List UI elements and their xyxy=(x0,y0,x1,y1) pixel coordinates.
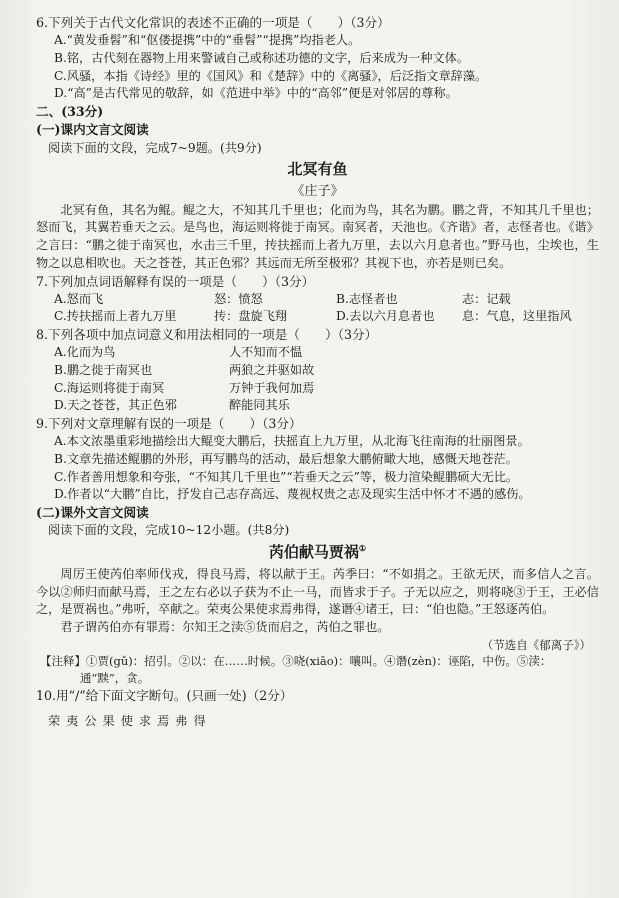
q8-option-c-right: 万钟于我何加焉 xyxy=(229,380,315,395)
q8-row-b xyxy=(54,362,599,380)
q7-option-b-gloss: 志：记载 xyxy=(462,291,511,306)
q10-sentence: 荣夷公果使求焉弗得 xyxy=(48,713,212,728)
q8-option-b-left: B.鹏之徙于南冥也 xyxy=(54,363,153,378)
part-2-heading: (二)课外文言文阅读 xyxy=(36,505,149,521)
q7-option-a-gloss: 怒：愤怒 xyxy=(214,291,263,306)
passage-2-title xyxy=(36,542,599,564)
passage-1-author: 《庄子》 xyxy=(291,183,344,199)
q7-option-c: C.抟扶摇而上者九万里 xyxy=(54,309,177,324)
q9-stem: 9.下列对文章理解有误的一项是（ ）（3分） xyxy=(36,416,302,432)
part-1-intro: 阅读下面的文段，完成7~9题。(共9分) xyxy=(48,140,262,155)
q8-option-a-right: 人不知而不愠 xyxy=(229,345,303,360)
q8-option-d-left: D.天之苍苍，其正色邪 xyxy=(54,398,177,413)
q7-option-d: D.去以六月息者也 xyxy=(336,309,435,324)
q9-option-b: B.文章先描述鲲鹏的外形，再写鹏鸟的活动，最后想象大鹏俯瞰大地，感慨天地苍茫。 xyxy=(54,452,518,467)
q7-stem: 7.下列加点词语解释有误的一项是（ ）（3分） xyxy=(36,273,315,289)
q10-stem: 10.用“/”给下面文字断句。(只画一处)（2分） xyxy=(36,687,293,703)
passage-2-title-text: 芮伯献马贾祸 xyxy=(268,543,359,562)
passage-2-paragraph-2: 君子谓芮伯亦有罪焉：尔知王之渎⑤货而启之，芮伯之罪也。 xyxy=(60,619,390,634)
q7-row-2 xyxy=(54,308,599,326)
q7-option-c-gloss: 抟：盘旋飞翔 xyxy=(214,309,288,324)
q9-option-a: A.本文浓墨重彩地描绘出大鲲变大鹏后，扶摇直上九万里，从北海飞往南海的壮丽图景。 xyxy=(54,434,530,449)
q8-row-a xyxy=(54,344,599,362)
q6-option-d: D.“高”是古代常见的敬辞，如《范进中举》中的“高邻”便是对邻居的尊称。 xyxy=(54,86,458,101)
passage-1-title: 北冥有鱼 xyxy=(287,160,348,179)
q7-option-d-gloss: 息：气息，这里指风 xyxy=(462,309,572,324)
q8-option-c-left: C.海运则将徙于南冥 xyxy=(54,380,165,395)
q9-option-d: D.作者以“大鹏”自比，抒发自己志存高远、蔑视权贵之志及现实生活中怀才不遇的感伤。 xyxy=(54,487,531,502)
q8-row-c xyxy=(54,380,599,398)
q8-stem: 8.下列各项中加点词意义和用法相同的一项是（ ）（3分） xyxy=(36,327,378,343)
part-2-intro: 阅读下面的文段，完成10~12小题。(共8分) xyxy=(48,523,290,538)
q7-row-1 xyxy=(54,291,599,309)
passage-2-source: （节选自《郁离子》） xyxy=(481,637,591,652)
annotations-line-2: 通“黩”，贪。 xyxy=(80,670,150,685)
q8-row-d xyxy=(54,397,599,415)
q6-option-b: B.铭，古代刻在器物上用来警诫自己或称述功德的文字，后来成为一种文体。 xyxy=(54,50,470,65)
annotations-line-1: 【注释】①贾(gǔ)：招引。②以：在……时候。③哓(xiāo)：嚷叫。④谮(zèn)：诬陷，中伤。⑤渎： xyxy=(40,654,552,669)
section-2-heading: 二、(33分) xyxy=(36,104,104,119)
passage-1-text: 北冥有鱼，其名为鲲。鲲之大，不知其几千里也；化而为鸟，其名为鹏。鹏之背，不知其几千里也；怒而飞，其翼若垂天之云。是鸟也，海运则将徙于南冥。南冥者，天池也。《齐谐》者，志怪者也。《谐》之言曰：“鹏之徙于南冥也，水击三千里，抟扶摇而上者九万里，去以六月息者也。”野马也，尘埃也，生物之以息相吹也。天之苍苍，其正色邪？其远而无所至极邪？其视下也，亦若是则已矣。 xyxy=(36,202,599,270)
part-1-heading: (一)课内文言文阅读 xyxy=(36,122,149,138)
q8-option-d-right: 醉能同其乐 xyxy=(229,398,290,413)
q7-option-a: A.怒而飞 xyxy=(54,291,104,306)
passage-2-title-footnote: ① xyxy=(358,543,367,554)
passage-2-paragraph-1: 周厉王使芮伯率师伐戎，得良马焉，将以献于王。芮季曰：“不如捐之。王欲无厌，而多信人之言。今以②师归而献马焉，王之左右必以子获为不止一马，而皆求于子。子无以应之，则将哓③于王，王必信之，是贾祸也。”弗听，卒献之。荣夷公果使求焉弗得，遂谮④诸王，曰：“伯也隐。”王怒逐芮伯。 xyxy=(36,566,599,617)
q6-option-c: C.风骚，本指《诗经》里的《国风》和《楚辞》中的《离骚》，后泛指文章辞藻。 xyxy=(54,68,488,83)
q9-option-c: C.作者善用想象和夸张，“不知其几千里也”“若垂天之云”等，极力渲染鲲鹏硕大无比。 xyxy=(54,469,519,484)
q6-option-a: A.“黄发垂髫”和“伛偻提携”中的“垂髫”“提携”均指老人。 xyxy=(54,33,361,48)
q6-stem: 6.下列关于古代文化常识的表述不正确的一项是（ ）（3分） xyxy=(36,15,390,30)
q7-option-b: B.志怪者也 xyxy=(336,291,398,306)
q8-option-a-left: A.化而为鸟 xyxy=(54,345,116,360)
q8-option-b-right: 两狼之并驱如故 xyxy=(229,363,315,378)
